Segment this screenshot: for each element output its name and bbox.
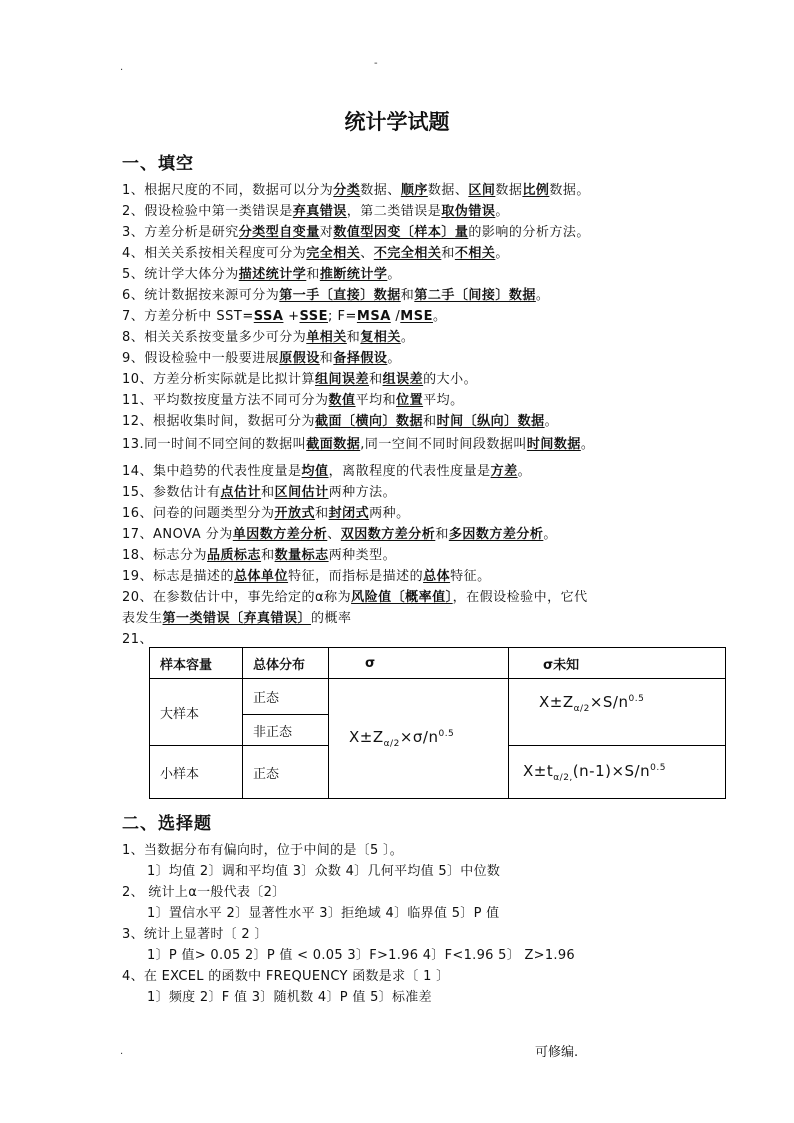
- question-1: 1、当数据分布有偏向时，位于中间的是〔5 〕。: [122, 843, 404, 858]
- question-text: 、: [360, 246, 374, 261]
- answer-text: 均值: [301, 464, 329, 479]
- answer-text: 风险值〔概率值〕: [351, 590, 453, 605]
- question-text: ，离散程度的代表性度量是: [328, 464, 491, 479]
- cell-large-sample: 大样本: [150, 679, 243, 746]
- question-text: 15、参数估计有: [122, 485, 221, 500]
- question-text: 和: [369, 372, 383, 387]
- answer-text: 弃真错误: [292, 204, 347, 219]
- answer-text: 描述统计学: [238, 267, 307, 282]
- question-text: 和: [319, 351, 334, 366]
- answer-text: 不相关: [454, 246, 496, 261]
- question-text: 7、方差分析中 SST=: [122, 309, 254, 324]
- cell-non-normal: 非正态: [243, 715, 329, 746]
- answer-text: 第一类错误〔弃真错误〕: [162, 611, 312, 626]
- answer-text: 点估计: [220, 485, 262, 500]
- question-text: 8、相关关系按变量多少可分为: [122, 330, 307, 345]
- answer-text: 数值: [328, 393, 356, 408]
- question-text: 。: [535, 288, 550, 303]
- answer-text: 不完全相关: [373, 246, 442, 261]
- answer-text: 分类: [333, 183, 361, 198]
- fill-blank-item: [122, 266, 401, 284]
- answer-text: 第一手〔直接〕数据: [279, 288, 401, 303]
- fill-blank-item: [122, 203, 509, 221]
- question-text: ; F=: [328, 309, 357, 324]
- cell-small-normal: 正态: [243, 746, 329, 799]
- fill-blank-item: [122, 224, 590, 242]
- question-text: 。: [432, 309, 447, 324]
- question-text: 表发生: [122, 611, 163, 626]
- question-text: 和: [400, 288, 415, 303]
- fill-blank-item: [122, 436, 594, 454]
- question-text: ，第二类错误是: [346, 204, 442, 219]
- fill-blank-item: [122, 329, 414, 347]
- question-text: 的概率: [311, 611, 352, 626]
- question-text: 和: [261, 485, 275, 500]
- table-header-sample-size: 样本容量: [150, 648, 243, 679]
- answer-text: 多因数方差分析: [448, 527, 544, 542]
- question-text: 、: [327, 527, 341, 542]
- question-text: 4、相关关系按相关程度可分为: [122, 246, 307, 261]
- answer-text: 复相关: [360, 330, 401, 345]
- question-text: 。: [495, 204, 509, 219]
- answer-text: 分类型自变量: [238, 225, 320, 240]
- answer-text: 备择假设: [333, 351, 388, 366]
- item21-label: 21、: [122, 632, 154, 647]
- fill-blank-item: [122, 287, 549, 305]
- question-text: 数据、: [360, 183, 401, 198]
- header-left-dot: .: [120, 62, 124, 73]
- question-1-options: 1〕均值 2〕调和平均值 3〕众数 4〕几何平均值 5〕中位数: [147, 864, 501, 879]
- fill-blank-item: [122, 413, 558, 431]
- table-header-sigma-unknown: σ未知: [509, 648, 726, 679]
- fill-blank-item: [122, 392, 464, 410]
- question-text: 16、问卷的问题类型分为: [122, 506, 275, 521]
- question-text: 6、统计数据按来源可分为: [122, 288, 280, 303]
- formula-small-sigma-unknown: $X\pm t_{\alpha/2,}(n-1)\times S/n^{0.5}$: [509, 746, 726, 799]
- question-text: 两种。: [369, 506, 410, 521]
- question-text: 两种类型。: [328, 548, 397, 563]
- question-text: 数据、: [427, 183, 469, 198]
- question-text: 两种方法。: [328, 485, 397, 500]
- question-text: 17、ANOVA 分为: [122, 527, 233, 542]
- question-text: 的影响的分析方法。: [468, 225, 590, 240]
- question-text: 平均。: [423, 393, 464, 408]
- question-text: 。: [387, 267, 401, 282]
- fill-blank-item: [122, 350, 401, 368]
- question-text: ,同一空间不同时间段数据叫: [360, 437, 527, 452]
- answer-text: 组误差: [382, 372, 424, 387]
- footer-editable-note: 可修编.: [535, 1045, 579, 1060]
- question-text: 10、方差分析实际就是比拟计算: [122, 372, 316, 387]
- answer-text: MSE: [400, 309, 433, 324]
- question-text: 的大小。: [423, 372, 478, 387]
- question-text: 18、标志分为: [122, 548, 208, 563]
- section-heading-multiple-choice: 二、选择题: [122, 814, 212, 834]
- answer-text: SSE: [299, 309, 329, 324]
- fill-blank-item: [122, 610, 352, 628]
- question-text: 特征，而指标是描述的: [288, 569, 424, 584]
- question-text: 2、假设检验中第一类错误是: [122, 204, 293, 219]
- question-2: 2、 统计上α一般代表〔2〕: [122, 885, 286, 900]
- item21-table: [149, 647, 726, 799]
- question-text: 。: [544, 414, 559, 429]
- fill-blank-item: [122, 589, 588, 607]
- question-text: 14、集中趋势的代表性度量是: [122, 464, 302, 479]
- answer-text: 开放式: [274, 506, 316, 521]
- answer-text: 品质标志: [207, 548, 262, 563]
- question-4-options: 1〕频度 2〕F 值 3〕随机数 4〕P 值 5〕标准差: [147, 990, 432, 1005]
- answer-text: 数值型因变〔样本〕量: [333, 225, 469, 240]
- question-text: 特征。: [450, 569, 491, 584]
- question-text: 和: [315, 506, 329, 521]
- question-text: 。: [517, 464, 532, 479]
- answer-text: 区间: [468, 183, 496, 198]
- answer-text: 时间〔纵向〕数据: [436, 414, 545, 429]
- fill-blank-item: [122, 182, 590, 200]
- question-text: 。: [495, 246, 509, 261]
- footer-left-dot: .: [120, 1046, 124, 1057]
- answer-text: 第二手〔间接〕数据: [414, 288, 536, 303]
- table-header-sigma-known: σ: [329, 648, 509, 679]
- answer-text: 截面数据: [306, 437, 361, 452]
- fill-blank-item: [122, 484, 396, 502]
- answer-text: 组间误差: [315, 372, 370, 387]
- document-title: 统计学试题: [344, 110, 450, 134]
- question-text: 。: [543, 527, 557, 542]
- fill-blank-item: [122, 308, 447, 326]
- answer-text: 位置: [396, 393, 424, 408]
- question-text: /: [390, 309, 401, 324]
- question-text: 12、根据收集时间，数据可分为: [122, 414, 316, 429]
- question-3: 3、统计上显著时〔 2 〕: [122, 927, 268, 942]
- answer-text: 封闭式: [328, 506, 370, 521]
- answer-text: 单相关: [306, 330, 347, 345]
- answer-text: 取伪错误: [441, 204, 496, 219]
- question-3-options: 1〕P 值> 0.05 2〕P 值 < 0.05 3〕F>1.96 4〕F<1.96 5〕 Z>1.96: [147, 948, 576, 963]
- question-text: 。: [580, 437, 595, 452]
- question-text: 数据。: [549, 183, 590, 198]
- question-text: 1、根据尺度的不同，数据可以分为: [122, 183, 334, 198]
- answer-text: 双因数方差分析: [340, 527, 436, 542]
- question-text: 9、假设检验中一般要进展: [122, 351, 280, 366]
- fill-blank-item: [122, 505, 410, 523]
- question-text: 19、标志是描述的: [122, 569, 235, 584]
- answer-text: SSA: [253, 309, 284, 324]
- answer-text: MSA: [356, 309, 391, 324]
- answer-text: 原假设: [279, 351, 320, 366]
- fill-blank-item: [122, 526, 557, 544]
- question-text: 和: [435, 527, 449, 542]
- question-text: 13.同一时间不同空间的数据叫: [122, 437, 307, 452]
- question-text: 3、方差分析是研究: [122, 225, 239, 240]
- question-text: 平均和: [355, 393, 397, 408]
- question-text: 和: [306, 267, 320, 282]
- cell-small-sample: 小样本: [150, 746, 243, 799]
- formula-sigma-known: $X\pm Z_{\alpha/2}\times\sigma/n^{0.5}$: [329, 679, 509, 799]
- fill-blank-item: [122, 547, 396, 565]
- question-text: ，在假设检验中，它代: [452, 590, 588, 605]
- fill-blank-item: [122, 463, 531, 481]
- answer-text: 推断统计学: [319, 267, 388, 282]
- fill-blank-item: [122, 568, 491, 586]
- fill-blank-item: [122, 371, 477, 389]
- question-text: +: [283, 309, 300, 324]
- question-4: 4、在 EXCEL 的函数中 FREQUENCY 函数是求〔 1 〕: [122, 969, 450, 984]
- question-text: 5、统计学大体分为: [122, 267, 239, 282]
- answer-text: 顺序: [400, 183, 428, 198]
- answer-text: 完全相关: [306, 246, 361, 261]
- question-text: 对: [319, 225, 334, 240]
- cell-normal: 正态: [243, 679, 329, 715]
- question-text: 数据: [495, 183, 523, 198]
- answer-text: 数量标志: [274, 548, 329, 563]
- question-text: 。: [400, 330, 415, 345]
- question-text: 和: [261, 548, 275, 563]
- answer-text: 比例: [522, 183, 550, 198]
- answer-text: 总体: [423, 569, 451, 584]
- answer-text: 单因数方差分析: [232, 527, 328, 542]
- question-2-options: 1〕置信水平 2〕显著性水平 3〕拒绝域 4〕临界值 5〕P 值: [147, 906, 500, 921]
- fill-blank-item: [122, 245, 509, 263]
- answer-text: 时间数据: [526, 437, 581, 452]
- question-text: 和: [441, 246, 455, 261]
- formula-large-sigma-unknown: $X\pm Z_{\alpha/2}\times S/n^{0.5}$: [509, 679, 726, 746]
- header-center-dash: -: [374, 58, 378, 69]
- question-text: 和: [346, 330, 361, 345]
- question-text: 20、在参数估计中，事先给定的α称为: [122, 590, 352, 605]
- question-text: 11、平均数按度量方法不同可分为: [122, 393, 329, 408]
- question-text: 和: [423, 414, 437, 429]
- question-text: 。: [387, 351, 401, 366]
- answer-text: 方差: [490, 464, 518, 479]
- answer-text: 区间估计: [274, 485, 329, 500]
- answer-text: 截面〔横向〕数据: [315, 414, 424, 429]
- section-heading-fill-blank: 一、填空: [122, 154, 194, 174]
- table-header-population: 总体分布: [243, 648, 329, 679]
- answer-text: 总体单位: [234, 569, 289, 584]
